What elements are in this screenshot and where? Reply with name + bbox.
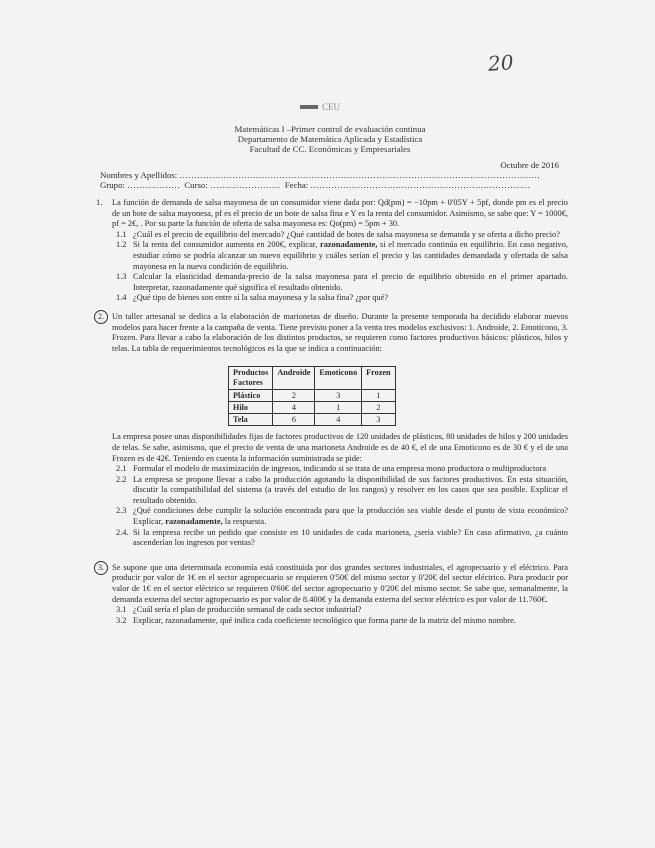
course-field[interactable]: …………………… [209, 180, 281, 190]
sub-question [116, 616, 568, 627]
text-part: ¿Cuál es el precio de equilibrio del mercado? ¿Qué cantidad de botes de salsa mayonesa se demanda y se oferta a dicho precio? [133, 229, 560, 239]
group-label: Grupo: [100, 180, 125, 190]
sub-question [116, 464, 568, 475]
question-1 [96, 198, 569, 304]
cell: 1 [315, 402, 362, 414]
ceu-logo [300, 102, 340, 113]
text-part: Explicar, razonadamente, qué indica cada coeficiente tecnológico que forma parte de la matriz del mismo nombre. [133, 615, 516, 625]
sub-question [116, 605, 568, 616]
text-part: ¿Qué tipo de bienes son entre sí la salsa mayonesa y la salsa fina? ¿por qué? [133, 293, 389, 303]
sub-question-text [133, 293, 568, 304]
text-part: Si la renta del consumidor aumenta en 200€, explicar, [133, 240, 320, 250]
table-row [229, 414, 396, 426]
student-form [100, 170, 541, 190]
sub-question-number: 2.1 [116, 464, 127, 474]
text-part: ¿Cuál sería el plan de producción semanal de cada sector industrial? [133, 605, 362, 615]
corner-bottom: Factores [233, 378, 263, 388]
name-label: Nombres y Apellidos: [100, 170, 178, 180]
text-part: la respuesta. [222, 517, 267, 527]
table-row [229, 390, 396, 402]
date-label: Fecha: [284, 180, 309, 190]
corner-top: Productos [233, 368, 269, 378]
column-header: Androide [273, 367, 315, 390]
exam-header [100, 124, 560, 154]
sub-question-text [133, 272, 568, 293]
sub-question-number: 3.1 [116, 605, 127, 615]
question-text: La función de demanda de salsa mayonesa de un consumidor viene dada por: Qd(pm) = −10pm + 0'05Y + 5pf, donde pm es el precio de un bote de salsa mayonesa, pf es el precio de un bote de salsa fina e Y es la renta del consumidor. Asimismo, se sabe que: Y = 1000€, pf = 2€, . Por su parte la función de oferta de salsa mayonesa es: Qo(pm) = 5pm + 30. [112, 198, 568, 229]
cell: 4 [273, 402, 315, 414]
sub-question [116, 240, 568, 272]
sub-question-number: 1.2 [116, 240, 127, 250]
exam-date: Octubre de 2016 [500, 160, 559, 170]
circled-number: 3. [94, 561, 108, 575]
question-text: Un taller artesanal se dedica a la elaboración de marionetas de diseño. Durante la presente temporada ha decidido elaborar nuevos modelos para hacer frente a la campaña de venta. Tiene previsto poner a la venta tres modelos exclusivos: 1. Androide, 2. Emoticono, 3. Frozen. Para llevar a cabo la elaboración de los distintos productos, se requieren como factores productivos básicos: plásticos, hilos y telas. La tabla de requerimientos tecnológicos es la que se indica a continuación: [112, 311, 568, 353]
exam-title: Matemáticas I –Primer control de evaluación continua [234, 124, 426, 134]
sub-question-text [133, 230, 568, 241]
cell: 4 [315, 414, 362, 426]
sub-question-text [133, 605, 568, 616]
name-field[interactable]: …………………………………………………………………………………………………………… [179, 170, 541, 180]
sub-question [116, 528, 568, 549]
sub-question-number: 2.3 [116, 506, 127, 516]
course-label: Curso: [184, 180, 208, 190]
bold-text: razonadamente, [319, 240, 378, 250]
cell: 3 [315, 390, 362, 402]
question-number: 1. [96, 198, 103, 207]
sub-question [116, 506, 568, 527]
table-row [229, 402, 396, 414]
department: Departamento de Matemática Aplicada y Estadística [237, 134, 423, 144]
question-2 [100, 312, 568, 354]
text-part: Calcular la elasticidad demanda-precio de la salsa mayonesa para el precio de equilibrio obtenido en el primer apartado. Interpretar, razonadamente qué significa el resultado obtenido. [133, 272, 568, 292]
logo-bar [300, 105, 318, 109]
column-header: Frozen [362, 367, 395, 390]
text-part: Si la empresa recibe un pedido que consiste en 10 unidades de cada marioneta, ¿sería viable? En caso afirmativo, ¿a cuánto ascenderían los ingresos por ventas? [133, 527, 568, 548]
cell: 2 [273, 390, 315, 402]
text-part: La empresa se propone llevar a cabo la producción agotando la disponibilidad de sus factores productivos. En esta situación, discutir la compatibilidad del sistema (a través del estudio de los rangos) y resolver en los casos que sea posible. Explicar el resultado obtenido. [133, 474, 568, 505]
factor: Tela [229, 414, 273, 426]
sub-question [116, 230, 568, 241]
text-part: Formular el modelo de maximización de ingresos, indicando si se trata de una empresa mono productora o multiproductora [133, 464, 547, 474]
faculty: Facultad de CC. Económicas y Empresariales [249, 144, 411, 154]
column-header: Emoticono [315, 367, 362, 390]
sub-question-number: 1.4 [116, 293, 127, 303]
exam-body [96, 198, 569, 626]
cell: 6 [273, 414, 315, 426]
sub-question-number: 3.2 [116, 615, 127, 625]
question-text: La empresa posee unas disponibilidades fijas de factores productivos de 120 unidades de plásticos, 80 unidades de hilos y 200 unidades de telas. Se sabe, asimismo, que el precio de venta de una marioneta Androide es de 40 €, el de una Emoticono es de 30 € y el de una Frozen es de 42€. Teniendo en cuenta la información suministrada se pide: [112, 432, 568, 463]
requirements-table [228, 366, 396, 426]
question-3 [100, 563, 568, 627]
sub-question [116, 475, 568, 507]
question-2-continued [100, 432, 568, 549]
factor: Plástico [229, 390, 273, 402]
bold-text: razonadamente, [165, 517, 223, 527]
logo-text: CEU [322, 102, 340, 112]
sub-question [116, 293, 568, 304]
text-part: ¿Qué condiciones debe cumplir la solución encontrada para que la producción sea viable desde el punto de vista económico? Explicar, [133, 506, 568, 527]
sub-question-text [133, 528, 568, 549]
sub-question-text [133, 464, 568, 475]
sub-question-text [133, 475, 568, 507]
cell: 2 [362, 402, 395, 414]
circled-number: 2. [94, 310, 108, 324]
sub-question-number: 1.1 [116, 229, 127, 239]
text-part: si el mercado continúa en equilibrio. En caso negativo, estudiar cómo se podría alcanzar un nuevo equilibrio y cuáles serían el precio y las cantidades demandada y ofertada de salsa mayonesa en la nueva condición de equilibrio. [133, 240, 569, 271]
sub-question-text [133, 240, 568, 272]
sub-question-number: 2.4. [116, 527, 129, 537]
factor: Hilo [229, 402, 273, 414]
question-text: Se supone que una determinada economía está constituida por dos grandes sectores industriales, el agropecuario y el eléctrico. Para producir por valor de 1€ en el sector agropecuario se requieren 0'50€ del mismo sector y 0'20€ del sector eléctrico. Para producir por valor de 1€ en el sector eléctrico se requieren 0'60€ del sector agropecuario y 0'20€ del mismo sector. Se sabe que, semanalmente, la demanda externa del sector agropecuario es por valor de 8.400€ y la demanda externa del sector eléctrico es por valor de 11.760€. [112, 562, 568, 604]
handwritten-grade: 20 [487, 50, 515, 76]
sub-question [116, 272, 568, 293]
sub-question-text [133, 506, 568, 527]
date-field[interactable]: ………………………………………………………………… [310, 180, 531, 190]
sub-question-number: 1.3 [116, 272, 127, 282]
sub-question-number: 2.2 [116, 474, 127, 484]
group-field[interactable]: ……………… [127, 180, 180, 190]
sub-question-text [133, 616, 568, 627]
cell: 3 [362, 414, 395, 426]
cell: 1 [362, 390, 395, 402]
